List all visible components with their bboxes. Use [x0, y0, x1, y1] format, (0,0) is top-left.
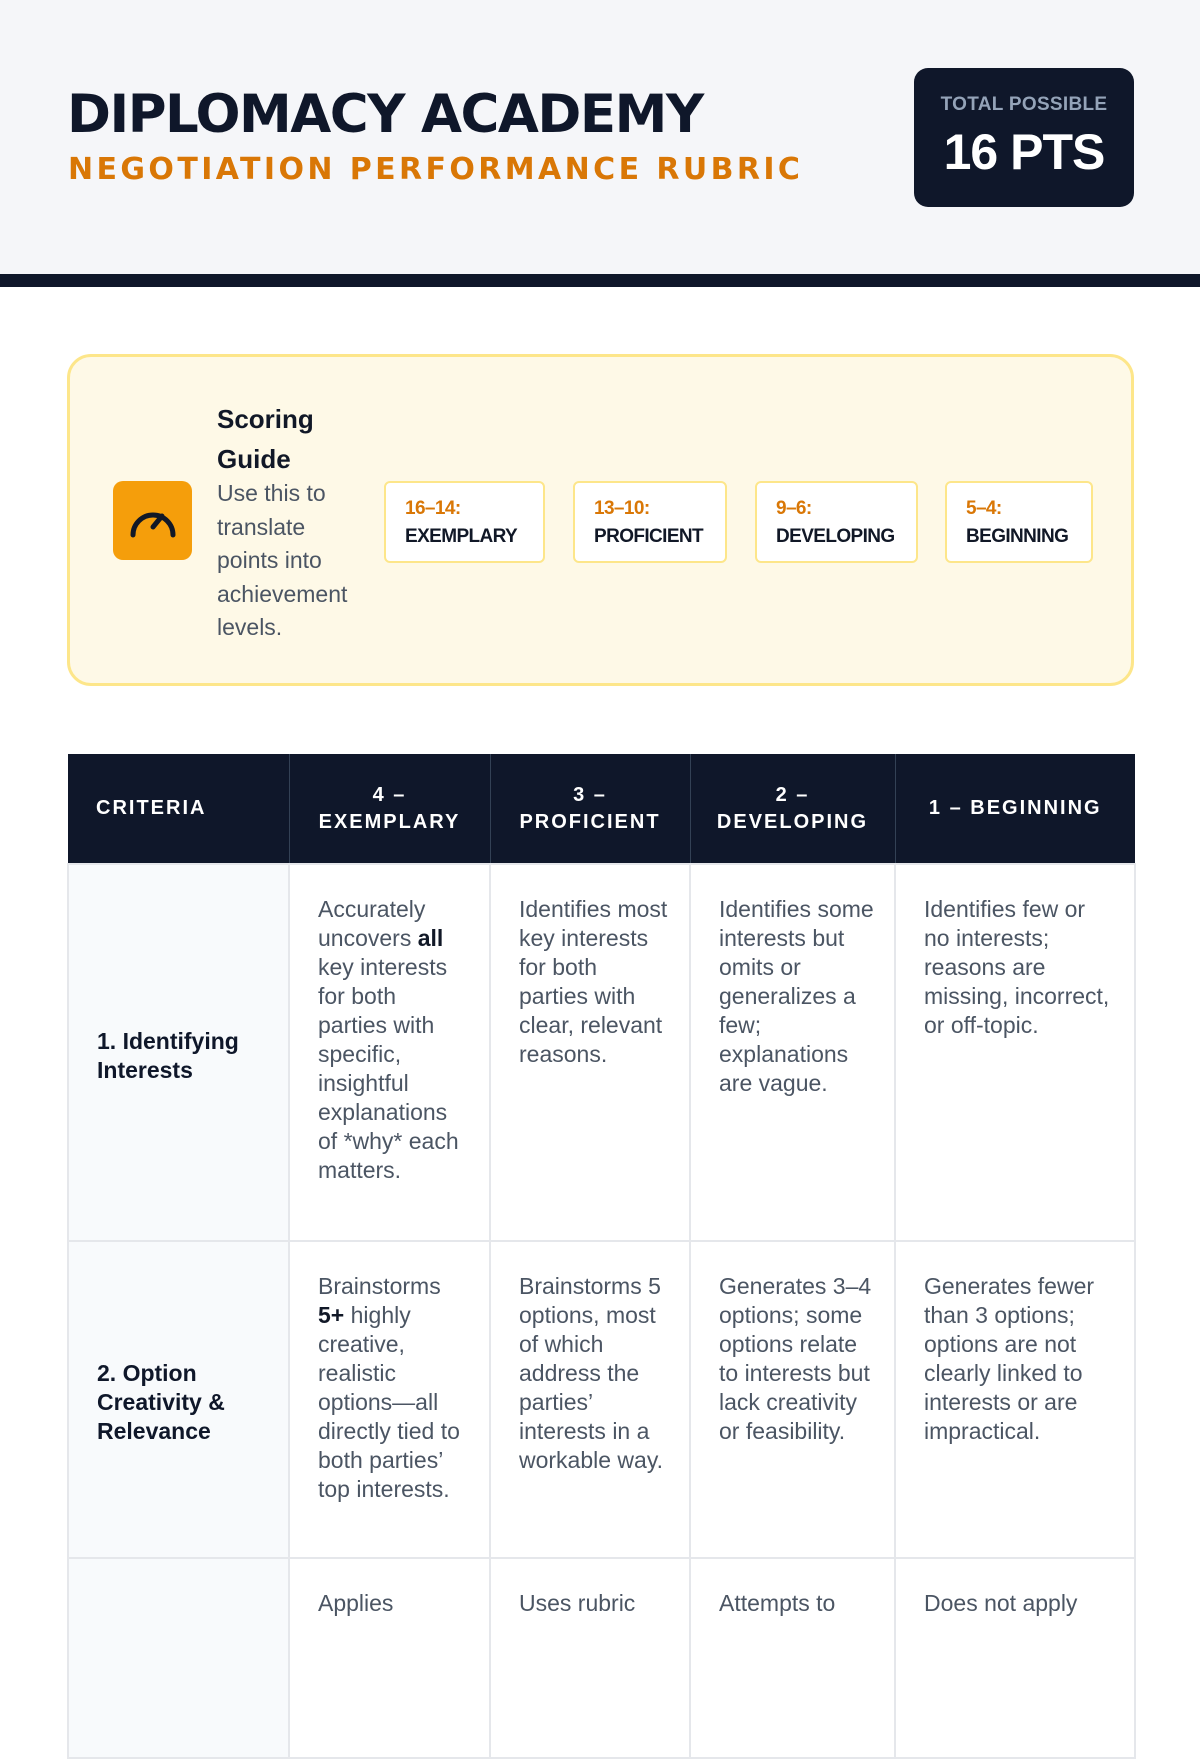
- descriptor-text: Accurately uncovers: [318, 896, 426, 951]
- level-name: EXEMPLARY: [405, 526, 518, 547]
- level-range: 9–6:: [776, 498, 812, 519]
- descriptor-cell: Applies: [289, 1558, 490, 1758]
- header-divider: [0, 274, 1200, 287]
- descriptor-cell: Does not apply: [895, 1558, 1135, 1758]
- descriptor-cell: Identifies few or no interests; reasons are missing, incorrect, or off-topic.: [895, 864, 1135, 1241]
- total-points-label: TOTAL POSSIBLE: [940, 94, 1108, 115]
- level-range: 13–10:: [594, 498, 650, 519]
- descriptor-cell: Uses rubric: [490, 1558, 690, 1758]
- level-name: BEGINNING: [966, 526, 1069, 547]
- column-header: 4 – EXEMPLARY: [289, 754, 490, 864]
- descriptor-emphasis: all: [417, 925, 444, 951]
- table-row: [68, 864, 1135, 1241]
- descriptor-cell: [289, 1241, 490, 1558]
- scoring-guide: [67, 354, 1134, 686]
- table-row: [68, 1558, 1135, 1758]
- page-subtitle: NEGOTIATION PERFORMANCE RUBRIC: [68, 152, 804, 187]
- total-points-value: 16 PTS: [943, 124, 1105, 180]
- scoring-guide-title: Scoring Guide: [217, 404, 314, 474]
- descriptor-text: highly creative, realistic options—all directly tied to both parties’ top interests.: [318, 1302, 460, 1502]
- level-range: 5–4:: [966, 498, 1002, 519]
- descriptor-cell: Attempts to: [690, 1558, 895, 1758]
- level-chip-proficient: [573, 481, 727, 563]
- header: [0, 0, 1200, 274]
- descriptor-cell: Generates fewer than 3 options; options are not clearly linked to interests or are impractical.: [895, 1241, 1135, 1558]
- table-row: [68, 1241, 1135, 1558]
- level-chip-exemplary: [384, 481, 545, 563]
- descriptor-cell: Identifies most key interests for both parties with clear, relevant reasons.: [490, 864, 690, 1241]
- column-header: 1 – BEGINNING: [895, 754, 1135, 864]
- rubric-table: [67, 754, 1134, 1759]
- criterion-cell: [68, 1558, 289, 1758]
- level-range: 16–14:: [405, 498, 461, 519]
- column-header: CRITERIA: [68, 754, 289, 864]
- scoring-guide-description: Use this to translate points into achievement levels.: [217, 480, 348, 640]
- descriptor-cell: Identifies some interests but omits or generalizes a few; explanations are vague.: [690, 864, 895, 1241]
- page-title: DIPLOMACY ACADEMY: [67, 84, 703, 145]
- descriptor-text: key interests for both parties with specific, insightful explanations of *why* each matters.: [318, 954, 459, 1183]
- descriptor-cell: [289, 864, 490, 1241]
- level-chip-developing: [755, 481, 918, 563]
- descriptor-text: Brainstorms: [318, 1273, 441, 1299]
- column-header: 2 – DEVELOPING: [690, 754, 895, 864]
- gauge-icon: [113, 481, 192, 560]
- descriptor-cell: Brainstorms 5 options, most of which address the parties’ interests in a workable way.: [490, 1241, 690, 1558]
- descriptor-emphasis: 5+: [318, 1302, 345, 1328]
- level-chip-beginning: [945, 481, 1093, 563]
- level-name: DEVELOPING: [776, 526, 895, 547]
- total-points-badge: [914, 68, 1134, 207]
- level-name: PROFICIENT: [594, 526, 704, 547]
- criterion-cell: 1. Identifying Interests: [68, 864, 289, 1241]
- table-header-row: [68, 754, 1135, 864]
- descriptor-cell: Generates 3–4 options; some options relate to interests but lack creativity or feasibility.: [690, 1241, 895, 1558]
- column-header: 3 – PROFICIENT: [490, 754, 690, 864]
- criterion-cell: 2. Option Creativity & Relevance: [68, 1241, 289, 1558]
